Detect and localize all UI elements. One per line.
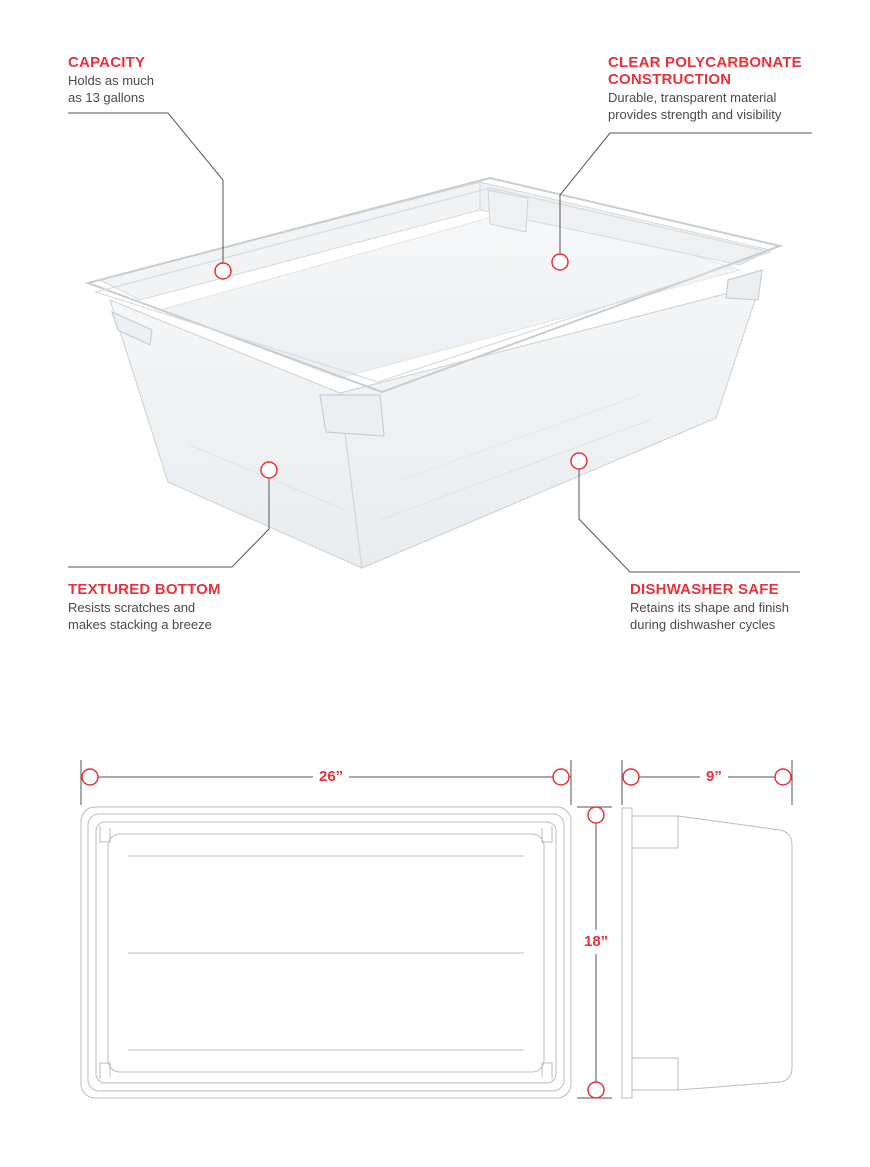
callout-textured-bottom — [68, 581, 258, 633]
top-view-drawing — [81, 807, 571, 1098]
callout-title-line: CONSTRUCTION — [608, 71, 732, 88]
callout-desc-line: during dishwasher cycles — [630, 617, 776, 632]
textured-marker — [261, 462, 277, 478]
callout-title: DISHWASHER SAFE — [630, 581, 779, 598]
callout-clear-polycarbonate — [608, 54, 828, 123]
capacity-leader — [68, 113, 223, 263]
food-box-image — [88, 178, 780, 568]
callout-desc-line: provides strength and visibility — [608, 107, 782, 122]
dishwasher-leader — [579, 469, 800, 572]
callout-capacity — [68, 54, 218, 106]
dimension-lines — [81, 760, 792, 1098]
capacity-marker — [215, 263, 231, 279]
callout-description — [608, 89, 828, 123]
callout-desc-line: as 13 gallons — [68, 90, 145, 105]
callout-desc-line: makes stacking a breeze — [68, 617, 212, 632]
callout-description — [68, 72, 218, 106]
callout-desc-line: Durable, transparent material — [608, 90, 777, 105]
callout-description — [630, 599, 830, 633]
callout-title: CAPACITY — [68, 54, 146, 71]
dimension-width-label: 26” — [313, 768, 349, 786]
callout-title — [608, 54, 828, 88]
dimension-markers — [82, 769, 791, 1098]
callout-title-line: CLEAR POLYCARBONATE — [608, 54, 802, 71]
callout-desc-line: Retains its shape and finish — [630, 600, 789, 615]
clear-marker — [552, 254, 568, 270]
dimension-height-label: 18” — [582, 930, 610, 954]
dimension-depth-label: 9” — [700, 768, 728, 786]
callout-description — [68, 599, 258, 633]
callout-title: TEXTURED BOTTOM — [68, 581, 221, 598]
callout-desc-line: Resists scratches and — [68, 600, 196, 615]
side-view-drawing — [622, 808, 792, 1098]
callout-dishwasher-safe — [630, 581, 830, 633]
callout-desc-line: Holds as much — [68, 73, 154, 88]
dishwasher-marker — [571, 453, 587, 469]
